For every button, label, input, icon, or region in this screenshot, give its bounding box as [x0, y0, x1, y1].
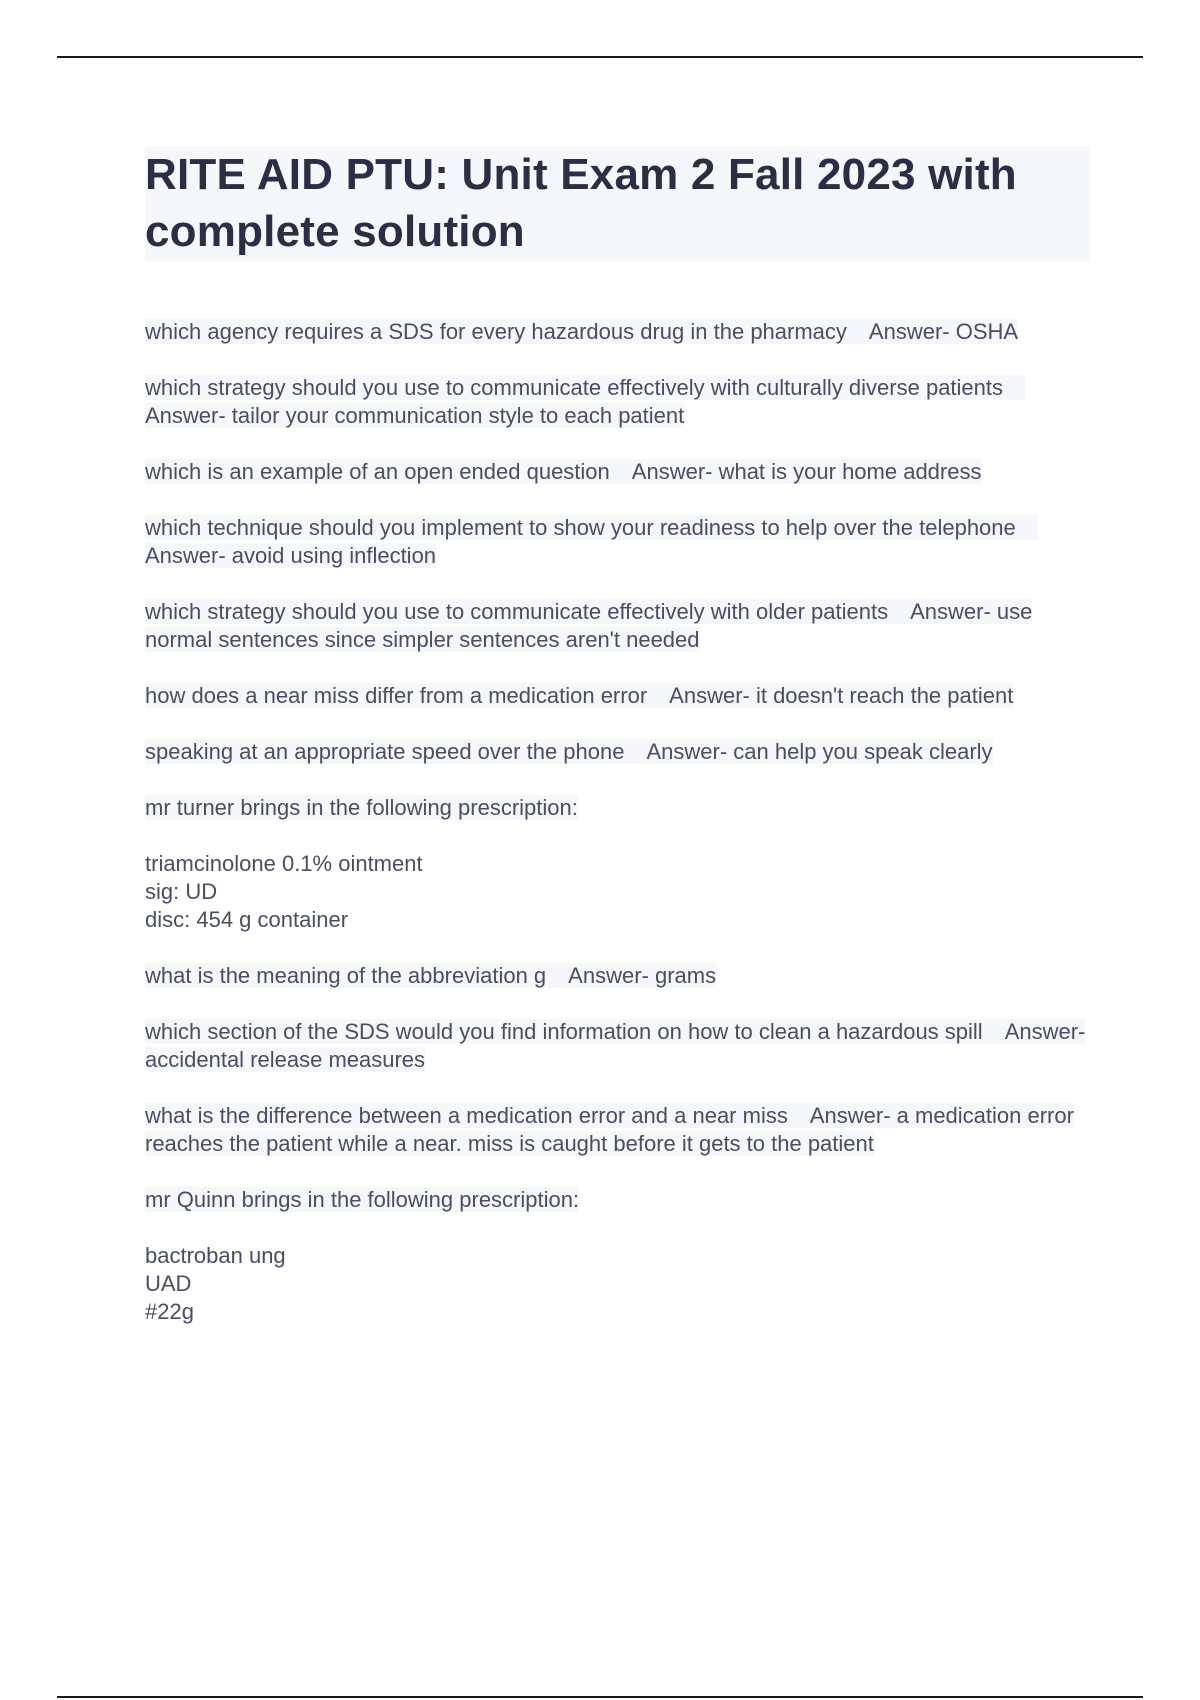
answer-text: Answer- tailor your communication style to each patient — [145, 403, 685, 428]
question-text: how does a near miss differ from a medication error — [145, 683, 648, 708]
document-title: RITE AID PTU: Unit Exam 2 Fall 2023 with complete solution — [145, 150, 1017, 256]
qa-item — [145, 738, 1090, 766]
answer-text: Answer- it doesn't reach the patient — [669, 683, 1014, 708]
answer-text: Answer- can help you speak clearly — [646, 739, 993, 764]
top-rule — [57, 56, 1143, 58]
prescription-line: sig: UD — [145, 879, 218, 904]
answer-text: Answer- grams — [568, 963, 717, 988]
question-text: which is an example of an open ended question — [145, 459, 610, 484]
qa-item — [145, 1102, 1090, 1158]
question-text: speaking at an appropriate speed over the phone — [145, 739, 625, 764]
qa-item — [145, 514, 1090, 570]
title-block — [145, 146, 1090, 262]
answer-text: Answer- OSHA — [868, 319, 1019, 344]
qa-item — [145, 1018, 1090, 1074]
prescription-line: bactroban ung — [145, 1243, 286, 1268]
prescription-details — [145, 850, 1090, 934]
prescription-line: triamcinolone 0.1% ointment — [145, 851, 423, 876]
qa-item — [145, 682, 1090, 710]
qa-item — [145, 374, 1090, 430]
prescription-intro: mr Quinn brings in the following prescription: — [145, 1187, 580, 1212]
question-text: which section of the SDS would you find information on how to clean a hazardous spill — [145, 1019, 983, 1044]
prescription-intro: mr turner brings in the following prescription: — [145, 795, 578, 820]
qa-item — [145, 318, 1090, 346]
bottom-rule — [57, 1696, 1143, 1698]
answer-text: Answer- a medication error reaches the patient while a near. miss is caught before it gets to the patient — [145, 1103, 1074, 1156]
question-text: which strategy should you use to communicate effectively with culturally diverse patients — [145, 375, 1004, 400]
prescription-line: UAD — [145, 1271, 192, 1296]
answer-text: Answer- what is your home address — [631, 459, 982, 484]
prescription-details — [145, 1242, 1090, 1326]
answer-text: Answer- avoid using inflection — [145, 543, 437, 568]
qa-item — [145, 598, 1090, 654]
answer-text: Answer- use normal sentences since simpler sentences aren't needed — [145, 599, 1033, 652]
question-text: what is the difference between a medication error and a near miss — [145, 1103, 788, 1128]
question-text: which agency requires a SDS for every hazardous drug in the pharmacy — [145, 319, 847, 344]
qa-item — [145, 458, 1090, 486]
document-content — [145, 146, 1090, 1354]
prescription-line: #22g — [145, 1299, 194, 1324]
question-text: which technique should you implement to show your readiness to help over the telephone — [145, 515, 1016, 540]
prescription-line: disc: 454 g container — [145, 907, 349, 932]
question-text: what is the meaning of the abbreviation g — [145, 963, 547, 988]
question-text: which strategy should you use to communicate effectively with older patients — [145, 599, 889, 624]
qa-item — [145, 962, 1090, 990]
answer-text: Answer- accidental release measures — [145, 1019, 1086, 1072]
